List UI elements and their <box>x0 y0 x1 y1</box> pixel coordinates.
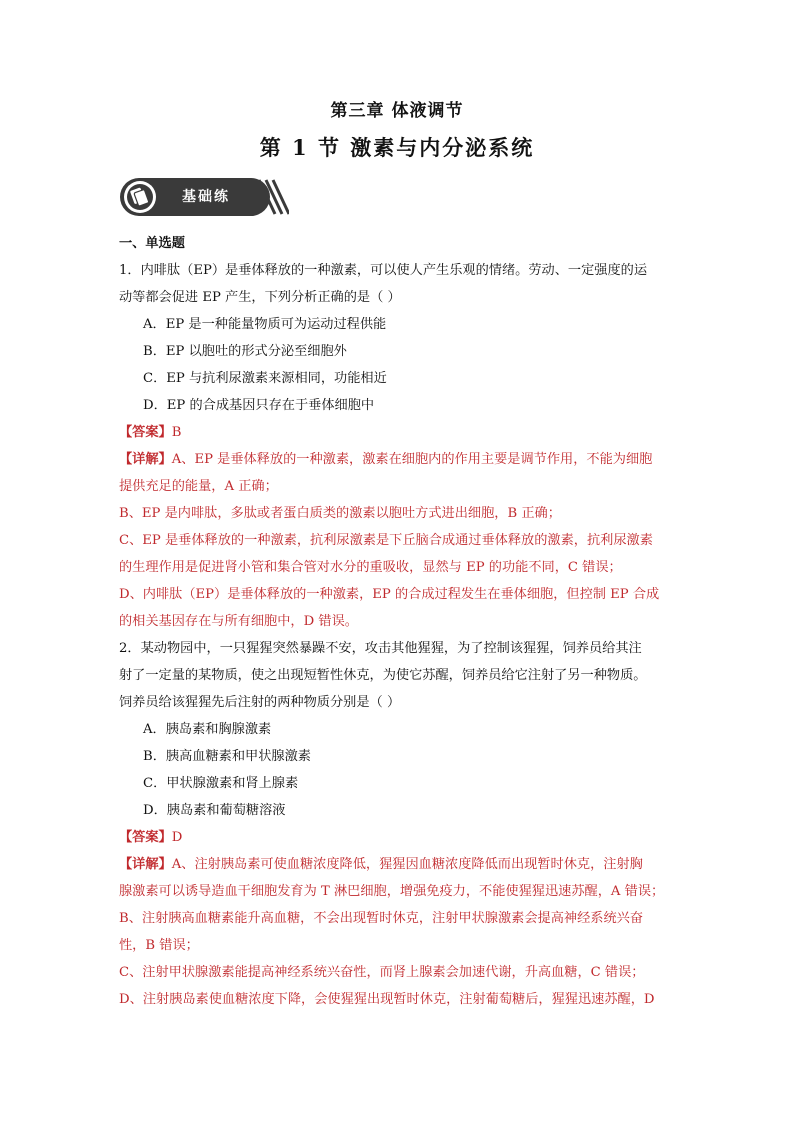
q2-stem-line: 饲养员给该猩猩先后注射的两种物质分别是（ ） <box>119 695 401 710</box>
q1-explain-line: C、EP 是垂体释放的一种激素，抗利尿激素是下丘脑合成通过垂体释放的激素，抗利尿激素 <box>119 533 653 548</box>
q1-explain-line: B、EP 是内啡肽，多肽或者蛋白质类的激素以胞吐方式进出细胞，B 正确； <box>119 506 561 521</box>
q1-explain-line: 的相关基因存在与所有细胞中，D 错误。 <box>119 614 358 629</box>
q1-explain-line: 【详解】A、EP 是垂体释放的一种激素，激素在细胞内的作用主要是调节作用，不能为细胞 <box>119 452 653 467</box>
content-body <box>119 230 689 1013</box>
q2-explain-line: 性，B 错误； <box>119 938 199 953</box>
q2-explain-line: C、注射甲状腺激素能提高神经系统兴奋性，而肾上腺素会加速代谢，升高血糖，C 错误； <box>119 965 645 980</box>
part-heading: 一、单选题 <box>119 236 185 251</box>
q1-answer <box>119 419 689 446</box>
q1-explain-line: D、内啡肽（EP）是垂体释放的一种激素，EP 的合成过程发生在垂体细胞，但控制 EP 合成 <box>119 587 660 602</box>
answer-tag: 【答案】 <box>119 830 172 845</box>
q2-explain-line: D、注射胰岛素使血糖浓度下降，会使猩猩出现暂时休克，注射葡萄糖后，猩猩迅速苏醒，D <box>119 992 655 1007</box>
answer-value: D <box>171 830 183 845</box>
q2-option-d: D．胰岛素和葡萄糖溶液 <box>143 803 286 818</box>
q2-option-c: C．甲状腺激素和肾上腺素 <box>143 776 299 791</box>
q1-explain-line: 提供充足的能量，A 正确； <box>119 479 278 494</box>
q2-explain-line: 【详解】A、注射胰岛素可使血糖浓度降低，猩猩因血糖浓度降低而出现暂时休克，注射胸 <box>119 857 643 872</box>
answer-value: B <box>171 425 182 440</box>
q2-answer <box>119 824 689 851</box>
q2-stem-line: 射了一定量的某物质，使之出现短暂性休克，为使它苏醒，饲养员给它注射了另一种物质。 <box>119 668 647 683</box>
q1-explain-line: 的生理作用是促进肾小管和集合管对水分的重吸收，显然与 EP 的功能不同，C 错误； <box>119 560 622 575</box>
q2-option-a: A．胰岛素和胸腺激素 <box>143 722 272 737</box>
q1-stem-line: 动等都会促进 EP 产生，下列分析正确的是（ ） <box>119 290 401 305</box>
badge-label: 基础练 <box>182 189 230 205</box>
q2-stem-line: 2．某动物园中，一只猩猩突然暴躁不安，攻击其他猩猩，为了控制该猩猩，饲养员给其注 <box>119 641 642 656</box>
q1-option-c: C．EP 与抗利尿激素来源相同，功能相近 <box>143 371 387 386</box>
q1-option-b: B．EP 以胞吐的形式分泌至细胞外 <box>143 344 347 359</box>
q2-option-b: B．胰高血糖素和甲状腺激素 <box>143 749 311 764</box>
q2-explain-line: B、注射胰高血糖素能升高血糖，不会出现暂时休克，注射甲状腺激素会提高神经系统兴奋 <box>119 911 643 926</box>
explain-tag: 【详解】 <box>119 857 172 872</box>
q1-stem-line: 1．内啡肽（EP）是垂体释放的一种激素，可以使人产生乐观的情绪。劳动、一定强度的运 <box>119 263 648 278</box>
q1-option-d: D．EP 的合成基因只存在于垂体细胞中 <box>143 398 375 413</box>
explain-tag: 【详解】 <box>119 452 172 467</box>
q2-explain-line: 腺激素可以诱导造血干细胞发育为 T 淋巴细胞，增强免疫力，不能使猩猩迅速苏醒，A 错误； <box>119 884 665 899</box>
answer-tag: 【答案】 <box>119 425 172 440</box>
section-title: 第 1 节 激素与内分泌系统 <box>259 135 535 160</box>
q1-option-a: A．EP 是一种能量物质可为运动过程供能 <box>143 317 387 332</box>
chapter-title: 第三章 体液调节 <box>330 101 464 121</box>
